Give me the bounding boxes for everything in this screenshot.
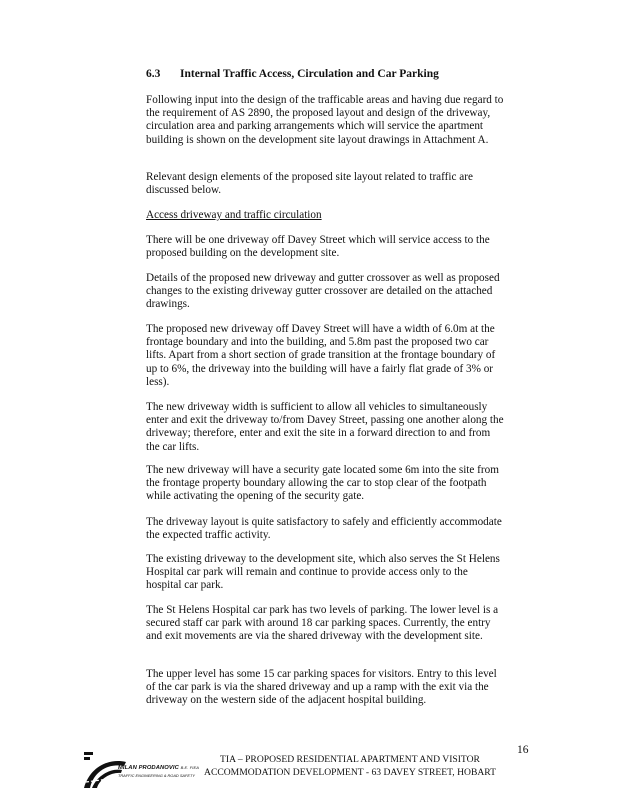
body-paragraph: Details of the proposed new driveway and gutter crossover as well as proposed changes to the existing driveway gutter crossover are detailed on the attached drawings. bbox=[146, 272, 500, 311]
logo-name: MILAN PRODANOVIC B.E. FIEA bbox=[118, 765, 200, 771]
section-number: 6.3 bbox=[146, 68, 161, 80]
body-paragraph: The existing driveway to the development site, which also serves the St Helens Hospital car park will remain and continue to provide access only to the hospital car park. bbox=[146, 553, 500, 592]
body-paragraph: There will be one driveway off Davey Street which will service access to the proposed building on the development site. bbox=[146, 234, 490, 260]
footer-line-2: ACCOMMODATION DEVELOPMENT - 63 DAVEY STREET, HOBART bbox=[204, 766, 496, 778]
body-paragraph: The upper level has some 15 car parking spaces for visitors. Entry to this level of the car park is via the shared driveway and up a ramp with the exit via the driveway on the western side of the adjacent hospital building. bbox=[146, 668, 497, 707]
page-number: 16 bbox=[517, 744, 529, 756]
footer bbox=[190, 754, 510, 779]
footer-line-1: TIA – PROPOSED RESIDENTIAL APARTMENT AND VISITOR bbox=[220, 754, 480, 765]
body-paragraph: Relevant design elements of the proposed site layout related to traffic are discussed below. bbox=[146, 171, 473, 197]
body-paragraph: The proposed new driveway off Davey Street will have a width of 6.0m at the frontage boundary and into the building, and 5.8m past the proposed two car lifts. Apart from a short section of grade transition at the frontage boundary of up to 6%, the driveway into the building will have a fairly flat grade of 3% or less). bbox=[146, 323, 496, 388]
logo-tagline: TRAFFIC ENGINEERING & ROAD SAFETY bbox=[118, 773, 195, 778]
company-logo bbox=[82, 748, 200, 790]
body-paragraph: The St Helens Hospital car park has two levels of parking. The lower level is a secured staff car park with around 18 car parking spaces. Currently, the entry and exit movements are via the shared driveway with the development site. bbox=[146, 604, 499, 643]
body-paragraph: The new driveway will have a security gate located some 6m into the site from the frontage property boundary allowing the car to stop clear of the footpath while activating the opening of the security gate. bbox=[146, 464, 499, 503]
section-heading bbox=[146, 68, 439, 80]
subheading-access-driveway: Access driveway and traffic circulation bbox=[146, 209, 322, 221]
body-paragraph: The driveway layout is quite satisfactory to safely and efficiently accommodate the expected traffic activity. bbox=[146, 516, 502, 542]
section-title: Internal Traffic Access, Circulation and Car Parking bbox=[180, 68, 439, 80]
body-paragraph: Following input into the design of the trafficable areas and having due regard to the requirement of AS 2890, the proposed layout and design of the driveway, circulation area and parking arrangements which will service the apartment building is shown on the development site layout drawings in Attachment A. bbox=[146, 94, 504, 146]
body-paragraph: The new driveway width is sufficient to allow all vehicles to simultaneously enter and exit the driveway to/from Davey Street, passing one another along the driveway; therefore, enter and exit the site in a forward direction to and from the car lifts. bbox=[146, 401, 504, 453]
